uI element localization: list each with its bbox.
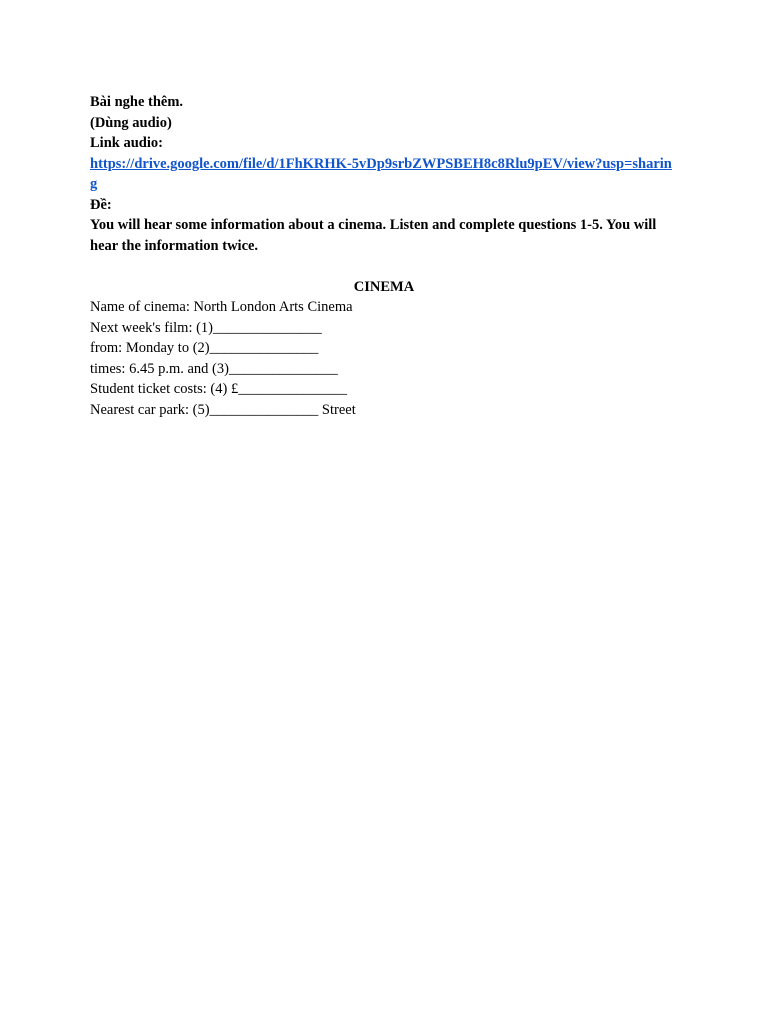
link-label: Link audio: <box>90 135 163 151</box>
instructions-text: You will hear some information about a cinema. Listen and complete questions 1-5. You will hear the information twice. <box>90 217 657 254</box>
form-line-dates: from: Monday to (2)_______________ <box>90 340 319 356</box>
document-page <box>90 92 690 420</box>
form-line-cinema-name: Name of cinema: North London Arts Cinema <box>90 299 353 315</box>
form-line-car-park: Nearest car park: (5)_______________ Street <box>90 401 356 418</box>
audio-note: (Dùng audio) <box>90 114 172 131</box>
form-line-film: Next week's film: (1)_______________ <box>90 319 322 336</box>
audio-link[interactable]: https://drive.google.com/file/d/1FhKRHK-5vDp9srbZWPSBEH8c8Rlu9pEV/view?usp=sharing <box>90 155 672 192</box>
document-title: Bài nghe thêm. <box>90 94 184 110</box>
spacer <box>90 256 690 277</box>
form-line-ticket: Student ticket costs: (4) £_______________ <box>90 381 347 397</box>
form-heading: CINEMA <box>353 278 415 295</box>
task-label: Đề: <box>90 196 112 213</box>
form-line-times: times: 6.45 p.m. and (3)_______________ <box>90 360 338 377</box>
